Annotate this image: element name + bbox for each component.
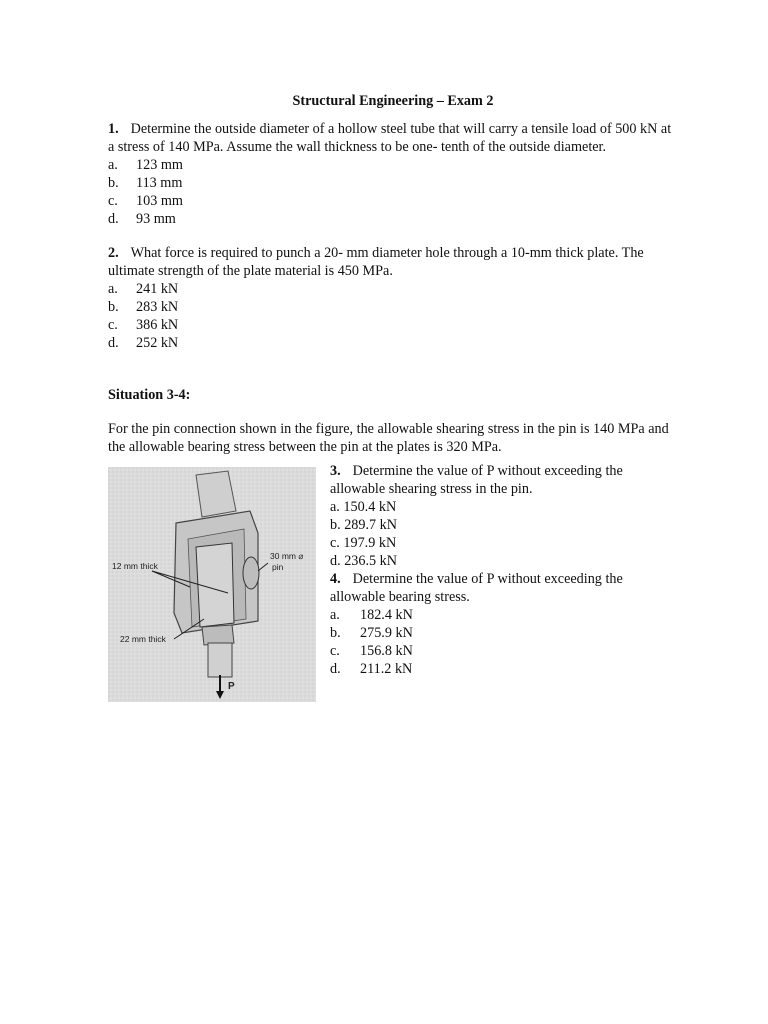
option: c. 197.9 kN (330, 535, 397, 551)
rod-collar (202, 625, 234, 645)
option: a. 150.4 kN (330, 499, 397, 515)
option: d. 93 mm (108, 211, 176, 227)
question-4-options (330, 606, 678, 678)
situation-heading: Situation 3-4: (108, 387, 191, 403)
situation-body (108, 462, 678, 702)
question-4-text: Determine the value of P without exceeding the allowable bearing stress. (330, 571, 623, 605)
question-3-number: 3. (330, 463, 341, 479)
question-1-options (108, 156, 678, 228)
label-plate-thickness: 12 mm thick (112, 561, 158, 571)
exam-page (108, 92, 678, 702)
label-load: P (228, 681, 235, 692)
option: c. 386 kN (108, 317, 179, 333)
situation-text: For the pin connection shown in the figure, the allowable shearing stress in the pin is 140 MPa and the allowable bearing stress between the pin at the plates is 320 MPa. (108, 421, 669, 455)
option: c. 156.8 kN (330, 643, 413, 659)
question-4-number: 4. (330, 571, 341, 587)
exam-title: Structural Engineering – Exam 2 (292, 93, 494, 109)
question-2-options (108, 280, 678, 352)
option: b. 289.7 kN (330, 517, 397, 533)
question-1-text: Determine the outside diameter of a hollow steel tube that will carry a tensile load of 500 kN at a stress of 140 MPa. Assume the wall thickness to be one- tenth of the outside diameter. (108, 121, 672, 155)
question-1-number: 1. (108, 121, 119, 137)
question-3-options (330, 498, 678, 570)
option: a. 182.4 kN (330, 607, 413, 623)
lower-rod (208, 643, 232, 677)
pin-connection-figure (108, 467, 316, 702)
option: d. 236.5 kN (330, 553, 397, 569)
pin-head (243, 557, 259, 589)
option: d. 211.2 kN (330, 661, 413, 677)
option: b. 283 kN (108, 299, 179, 315)
question-4 (330, 570, 678, 606)
option: a. 241 kN (108, 281, 179, 297)
option: d. 252 kN (108, 335, 179, 351)
label-pin: pin (272, 562, 284, 572)
situation-questions (330, 462, 678, 702)
question-3-text: Determine the value of P without exceeding the allowable shearing stress in the pin. (330, 463, 623, 497)
question-2-number: 2. (108, 245, 119, 261)
question-2-text: What force is required to punch a 20- mm diameter hole through a 10-mm thick plate. The ultimate strength of the plate material is 450 MPa. (108, 245, 644, 279)
question-3 (330, 462, 678, 498)
option: a. 123 mm (108, 157, 183, 173)
label-bar-thickness: 22 mm thick (120, 634, 166, 644)
option: c. 103 mm (108, 193, 183, 209)
label-pin-diameter: 30 mm ⌀ (270, 551, 304, 561)
option: b. 275.9 kN (330, 625, 413, 641)
pin-connection-drawing (108, 467, 316, 702)
option: b. 113 mm (108, 175, 183, 191)
question-1 (108, 120, 678, 228)
question-2 (108, 244, 678, 352)
